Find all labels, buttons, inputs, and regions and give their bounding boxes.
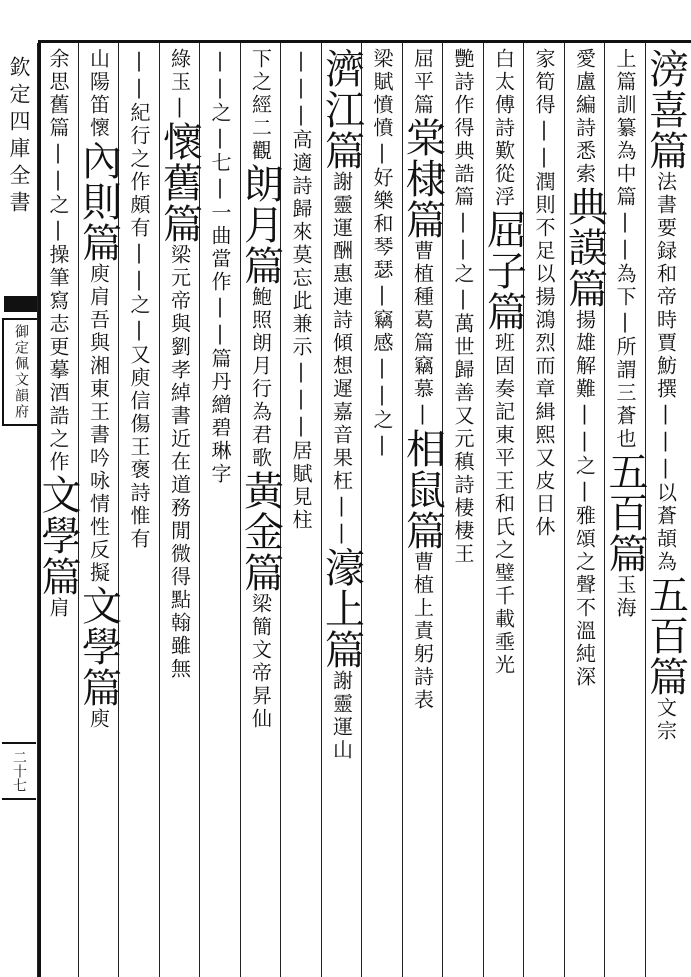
entry-text: 謝靈運山 <box>329 670 354 762</box>
entry-heading: 濟江篇 <box>318 48 365 171</box>
entry-heading: 五百篇 <box>642 574 689 697</box>
entry-text: 班固奏記東平王和氏之璧千載埀光 <box>491 332 516 677</box>
entry-text: 屈平篇 <box>410 48 435 117</box>
entry-text: 白太傅詩歎從浮 <box>491 48 516 209</box>
entry-text: 謝靈運酬惠連詩傾想遲嘉音果枉|| <box>329 171 354 547</box>
entry-heading: 內則篇 <box>75 140 122 263</box>
entry-text: 揚雄解難||之|雅頌之聲不溫純深 <box>572 309 597 689</box>
entry-text: 山陽笛懷 <box>86 48 111 140</box>
entry-heading: 屈子篇 <box>480 209 527 332</box>
entry-text: 曹植種葛篇竊慕| <box>410 240 435 428</box>
entry-text: |||高適詩歸來莫忘此兼示|||居賦見柱 <box>289 48 313 532</box>
entry-text: 家筍得||潤則不足以揚鴻烈而章緝熙又皮日休 <box>532 48 556 539</box>
frame-top-rule <box>38 40 691 43</box>
entry-text: ||紀行之作頗有||之|又庾信傷王褒詩惟有 <box>127 48 151 551</box>
entry-text: 肩 <box>46 597 70 620</box>
entry-text: 曹植上責躬詩表 <box>410 551 435 712</box>
entry-text: 愛盧編詩悉索 <box>572 48 597 186</box>
text-column <box>31 48 85 968</box>
entry-text: 玉海 <box>613 574 637 620</box>
margin-subtitle: 御定佩文韻府 <box>2 318 38 426</box>
entry-text: 庾肩吾與湘東王書吟咏情性反擬 <box>86 263 111 585</box>
entry-text: 艷詩作得典誥篇||之|萬世歸善又元稹詩棲棲王 <box>451 48 475 566</box>
entry-heading: 相鼠篇 <box>399 428 446 551</box>
entry-heading: 文學篇 <box>35 474 81 597</box>
entry-text: 鮑照朗月行為君歌 <box>248 286 273 470</box>
entry-text: 文宗 <box>653 697 678 743</box>
margin-title: 欽定四庫全書 <box>7 56 31 218</box>
entry-text: 綠玉| <box>167 48 192 121</box>
entry-heading: 棠棣篇 <box>399 117 446 240</box>
entry-heading: 懷舊篇 <box>156 121 203 244</box>
entry-heading: 朗月篇 <box>237 163 284 286</box>
entry-heading: 滂喜篇 <box>642 48 689 171</box>
entry-text: 梁簡文帝昇仙 <box>248 593 273 731</box>
entry-heading: 五百篇 <box>602 451 648 574</box>
entry-text: 庾 <box>86 708 111 731</box>
entry-heading: 典謨篇 <box>561 186 608 309</box>
entry-text: ||之|七|一曲當作||篇丹繒碧琳字 <box>208 48 232 486</box>
entry-text: 梁賦憤憤|好樂和琴瑟|竊感||之| <box>370 48 394 459</box>
entry-heading: 文學篇 <box>75 585 122 708</box>
entry-text: 法書要録和帝時賈魴撰|||以蒼頡為 <box>653 171 678 574</box>
entry-text: 下之經二觀 <box>248 48 273 163</box>
entry-text: 余思舊篇||之|操筆寫志更摹酒誥之作 <box>46 48 70 474</box>
entry-text: 梁元帝與劉孝綽書近在道務閒微得點翰雖無 <box>167 244 192 681</box>
entry-text: 上篇訓纂為中篇||為下|所謂三蒼也 <box>613 48 637 451</box>
margin-page-number: 二十七 <box>2 742 36 800</box>
entry-heading: 黃金篇 <box>237 470 284 593</box>
entry-heading: 濠上篇 <box>318 547 365 670</box>
